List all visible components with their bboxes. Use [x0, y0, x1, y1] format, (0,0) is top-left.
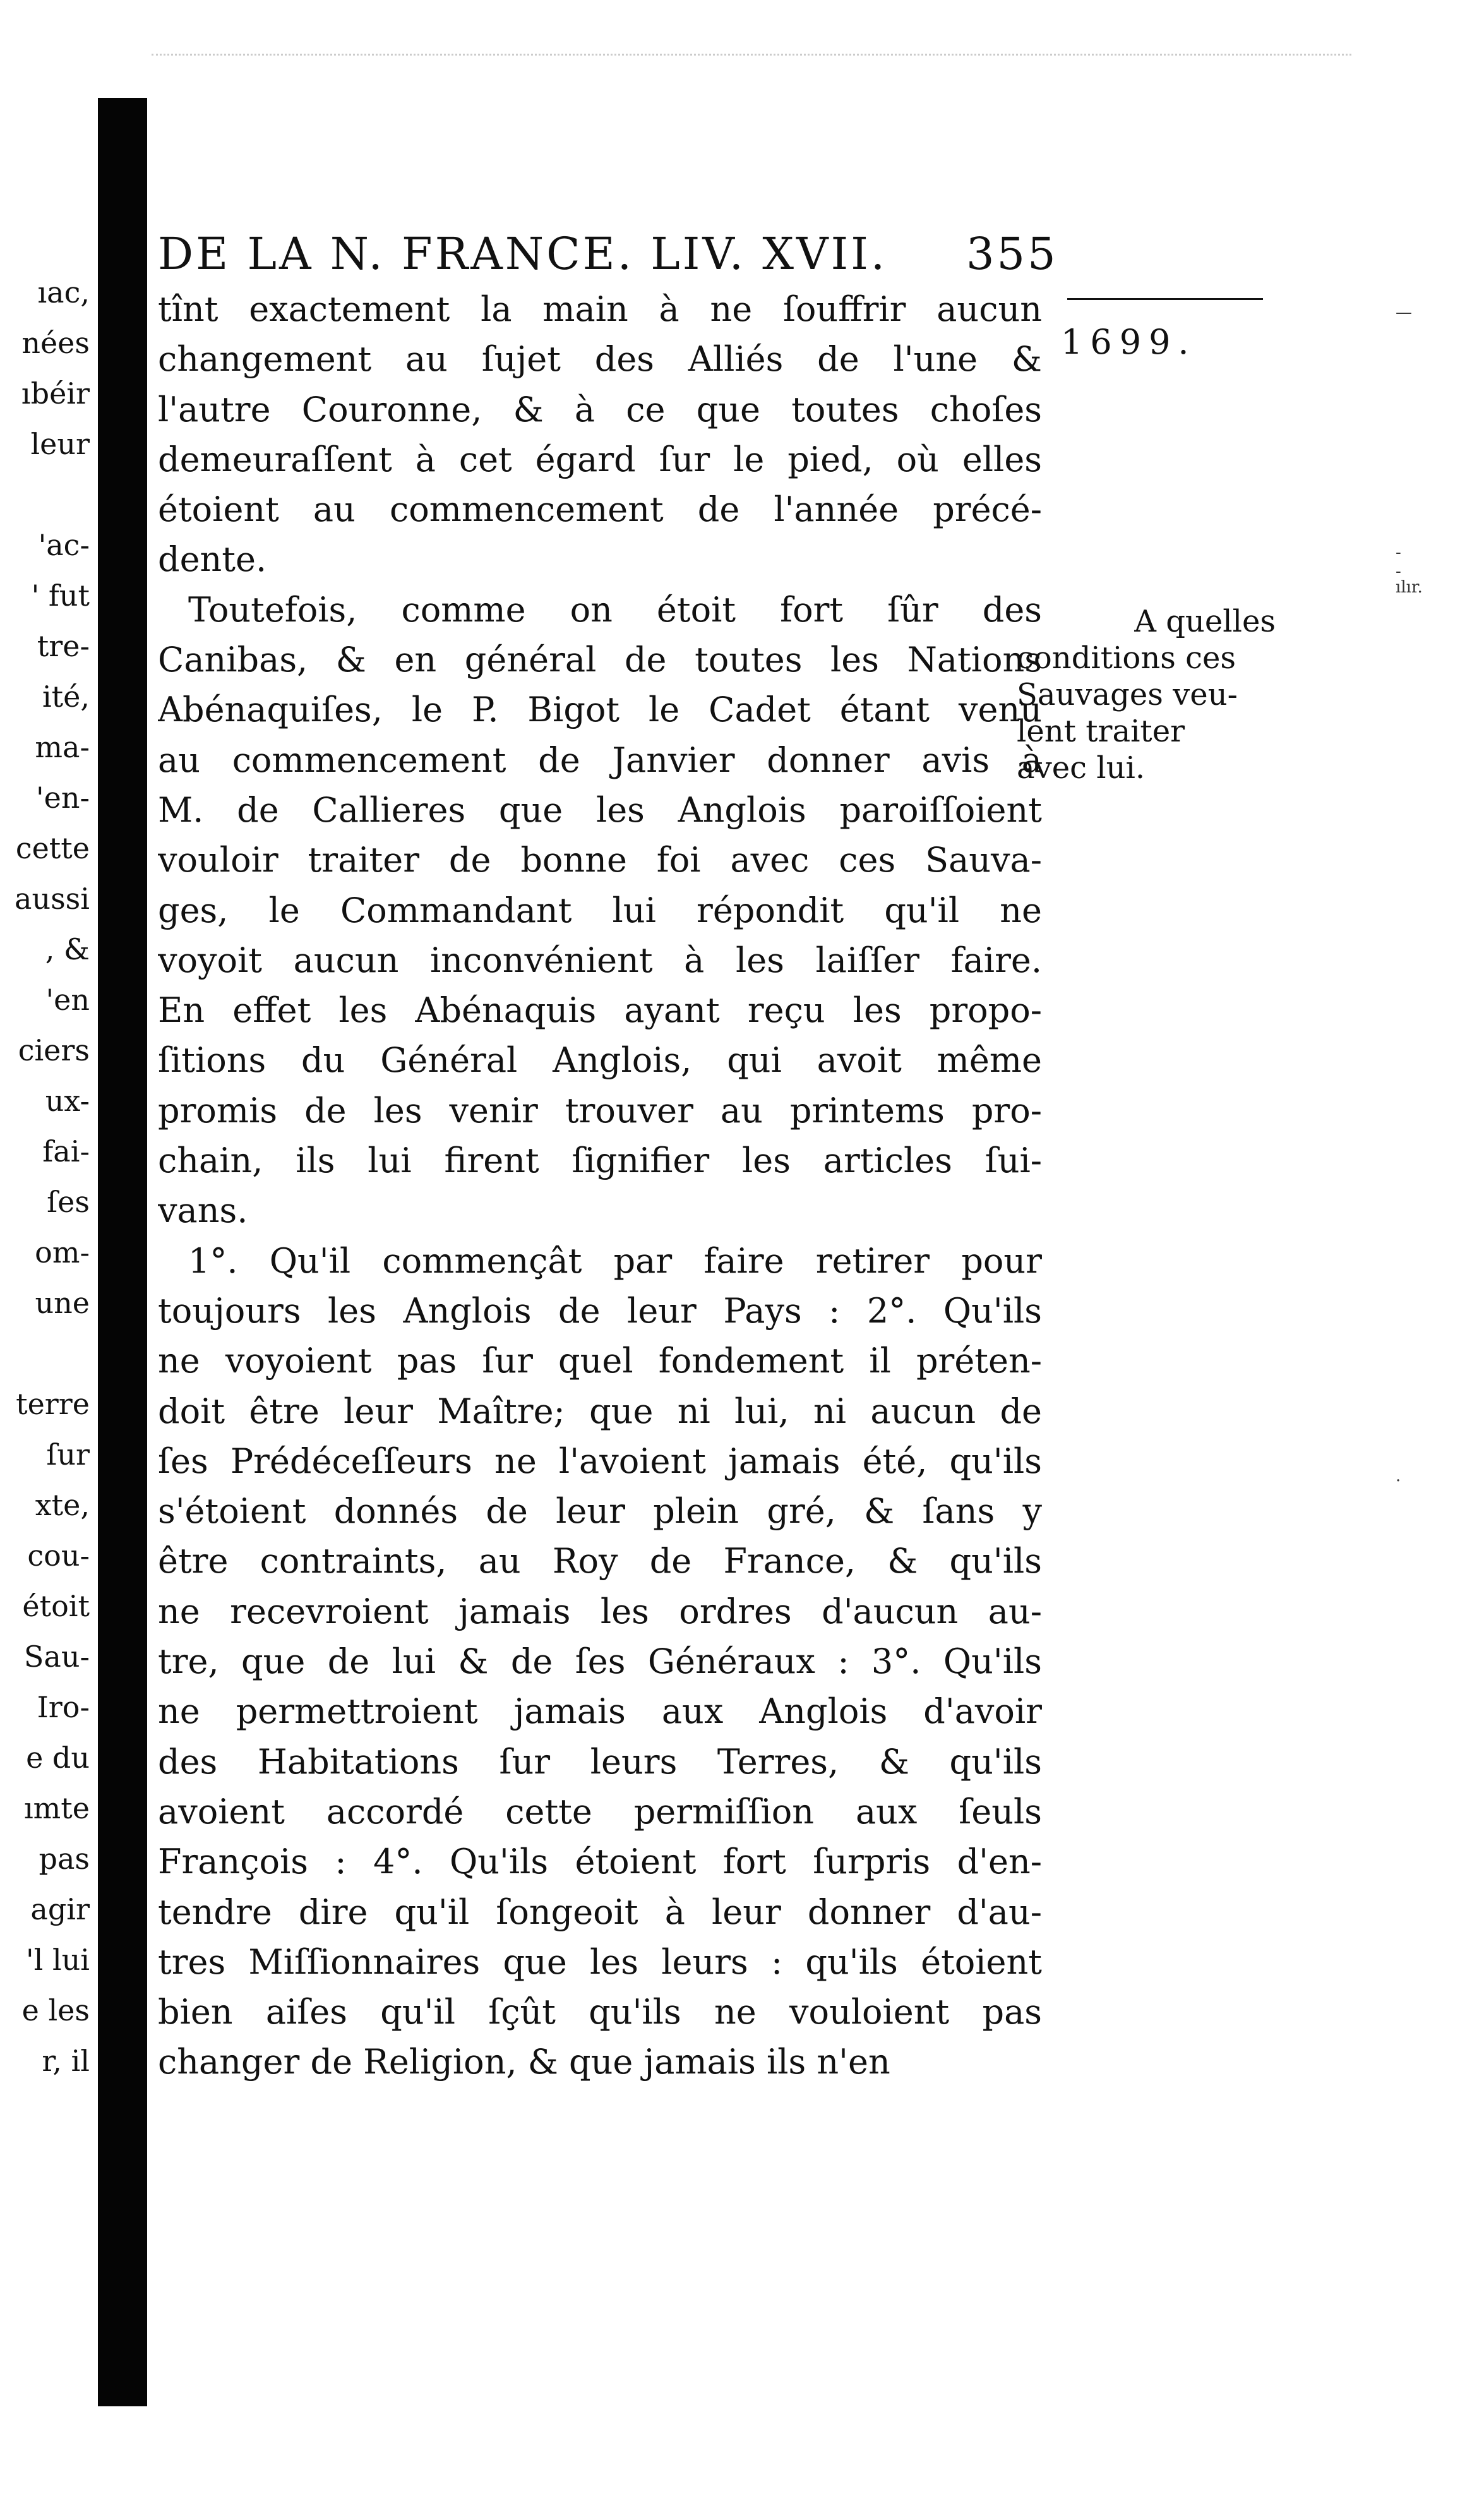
left-page-fragment: une — [35, 1286, 90, 1320]
text-line: bien aiſes qu'il ſçût qu'ils ne vouloient pas — [158, 1992, 1042, 2032]
text-line: s'étoient donnés de leur plein gré, & ſans y — [158, 1491, 1042, 1532]
left-page-fragment: om- — [35, 1235, 90, 1269]
text-line: ſitions du Général Anglois, qui avoit même — [158, 1040, 1042, 1081]
text-line: tînt exactement la main à ne ſouffrir aucun — [158, 289, 1042, 329]
body-text — [158, 284, 1042, 2087]
text-line: l'autre Couronne, & à ce que toutes choſes — [158, 389, 1042, 429]
text-line: demeuraſſent à cet égard ſur le pied, où elles — [158, 439, 1042, 479]
main-page — [158, 224, 1058, 2087]
left-page-fragment: aussi — [15, 882, 90, 916]
left-page-fragment: cou- — [27, 1539, 90, 1573]
left-page-fragment: Sau- — [23, 1640, 90, 1674]
left-page-fragment: ité, — [42, 680, 90, 714]
left-page-fragment: ciers — [18, 1033, 90, 1067]
margin-note-line: Sauvages veu- — [1017, 677, 1238, 712]
edge-mark: — — [1396, 303, 1412, 322]
text-line: chain, ils lui firent ſignifier les articles ſui- — [158, 1141, 1042, 1181]
scan-noise — [152, 54, 1351, 68]
text-line: Toutefois, comme on étoit fort ſûr des — [188, 589, 1042, 630]
text-line: doit être leur Maître; que ni lui, ni aucun de — [158, 1391, 1042, 1431]
left-page-fragment: agir — [30, 1892, 90, 1926]
text-line: changer de Religion, & que jamais ils n'en — [158, 2042, 890, 2082]
left-page-fragment: e les — [21, 1993, 90, 2027]
left-page-fragment: 'en- — [35, 781, 90, 815]
text-line: avoient accordé cette permiſſion aux ſeuls — [158, 1791, 1042, 1832]
left-page-fragment: terre — [16, 1387, 90, 1421]
running-title: DE LA N. FRANCE. LIV. XVII. — [158, 228, 888, 280]
text-line: ges, le Commandant lui répondit qu'il ne — [158, 890, 1042, 930]
text-line: En effet les Abénaquis ayant reçu les propo- — [158, 990, 1042, 1031]
text-line: Abénaquiſes, le P. Bigot le Cadet étant venu — [158, 690, 1042, 730]
text-line: vans. — [158, 1191, 248, 1231]
edge-mark: ılır. — [1396, 578, 1423, 597]
left-page-fragment: leur — [30, 427, 90, 461]
edge-mark: - - — [1396, 543, 1401, 581]
margin-note-line: A quelles — [1134, 604, 1276, 639]
text-line: ſes Prédéceſſeurs ne l'avoient jamais été, qu'ils — [158, 1441, 1042, 1481]
running-header — [158, 224, 1058, 284]
margin-note-line: avec lui. — [1017, 750, 1146, 786]
left-page-fragment: 'en — [45, 983, 90, 1017]
left-page-fragment: ımte — [23, 1791, 90, 1825]
text-line: être contraints, au Roy de France, & qu'ils — [158, 1541, 1042, 1581]
left-page-fragment: 'l lui — [25, 1943, 90, 1977]
page-gutter-shadow — [98, 98, 147, 2406]
margin-year: 1699. — [1061, 322, 1197, 362]
text-line: tendre dire qu'il ſongeoit à leur donner d'au- — [158, 1892, 1042, 1932]
text-line: 1°. Qu'il commençât par faire retirer pour — [188, 1240, 1042, 1281]
text-line: dente. — [158, 539, 267, 580]
left-page-fragment: ſur — [46, 1437, 90, 1472]
left-page-fragment: pas — [39, 1842, 90, 1876]
left-page-fragment: fai- — [42, 1134, 90, 1168]
text-line: changement au ſujet des Alliés de l'une & — [158, 339, 1042, 380]
left-page-fragment: cette — [15, 831, 90, 865]
text-line: ne voyoient pas ſur quel fondement il préten- — [158, 1341, 1042, 1381]
left-page-fragment: ma- — [35, 730, 90, 764]
margin-note-line: lent traiter — [1017, 714, 1185, 749]
text-line: ne recevroient jamais les ordres d'aucun au- — [158, 1591, 1042, 1631]
text-line: ne permettroient jamais aux Anglois d'avoir — [158, 1691, 1042, 1732]
margin-note — [1017, 603, 1276, 786]
text-line: au commencement de Janvier donner avis à — [158, 740, 1042, 780]
left-page-fragment: ıac, — [37, 275, 90, 309]
text-line: tres Miſſionnaires que les leurs : qu'ils étoient — [158, 1941, 1042, 1982]
text-line: promis de les venir trouver au printems pro- — [158, 1090, 1042, 1131]
text-line: Canibas, & en général de toutes les Nations — [158, 640, 1042, 680]
text-line: M. de Callieres que les Anglois paroiſſoient — [158, 789, 1042, 830]
text-line: des Habitations ſur leurs Terres, & qu'ils — [158, 1741, 1042, 1782]
text-line: toujours les Anglois de leur Pays : 2°. Qu'ils — [158, 1290, 1042, 1331]
left-page-fragment: Iro- — [37, 1690, 90, 1724]
text-line: tre, que de lui & de ſes Généraux : 3°. Qu'ils — [158, 1641, 1042, 1682]
left-page-fragment: ux- — [45, 1084, 90, 1118]
year-rule — [1067, 298, 1263, 300]
left-page-fragment: 'ac- — [38, 528, 90, 562]
left-page-fragment: xte, — [35, 1488, 90, 1522]
left-page-fragment: e du — [26, 1741, 90, 1775]
left-page-fragment: , & — [45, 932, 90, 966]
text-line: voyoit aucun inconvénient à les laiſſer faire. — [158, 940, 1042, 980]
left-page-fragment: r, il — [42, 2044, 90, 2078]
left-page-fragment: ' fut — [31, 579, 90, 613]
text-line: François : 4°. Qu'ils étoient fort ſurpris d'en- — [158, 1842, 1042, 1882]
left-page-fragment: tre- — [37, 629, 90, 663]
left-page-fragment: ıbéir — [21, 376, 90, 411]
page-number: 355 — [966, 228, 1058, 280]
edge-mark: · — [1396, 1472, 1401, 1491]
adjacent-page-fragment — [0, 0, 95, 2520]
text-line: étoient au commencement de l'année précé- — [158, 489, 1042, 530]
left-page-fragment: ſes — [47, 1185, 90, 1219]
left-page-fragment: nées — [21, 326, 90, 360]
margin-note-line: conditions ces — [1017, 640, 1236, 676]
text-line: vouloir traiter de bonne foi avec ces Sauva- — [158, 840, 1042, 880]
left-page-fragment: étoit — [22, 1589, 90, 1623]
